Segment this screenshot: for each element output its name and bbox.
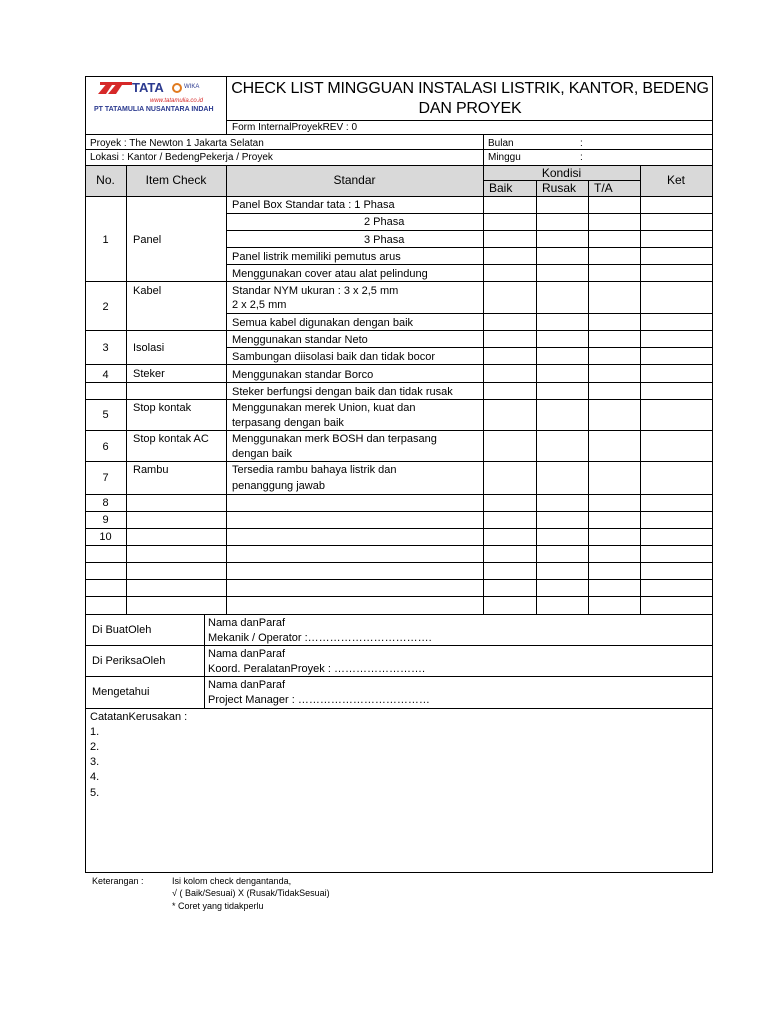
row-5-std-1: Menggunakan merek Union, kuat dan — [232, 402, 416, 414]
col-line-1 — [126, 165, 127, 614]
title-line-1: CHECK LIST MINGGUAN INSTALASI LISTRIK, KANTOR, BEDENG — [231, 80, 709, 97]
row-3-item: Isolasi — [133, 342, 165, 354]
col-baik: Baik — [489, 181, 513, 195]
keterangan-line-1: Isi kolom check dengantanda, — [172, 876, 292, 886]
row-2-std-1: Standar NYM ukuran : 3 x 2,5 mm — [232, 285, 399, 297]
row-2-std-2: 2 x 2,5 mm — [232, 299, 287, 311]
sig-line — [85, 676, 712, 677]
col-line-5 — [588, 180, 589, 614]
row-1-item: Panel — [133, 234, 162, 246]
row-line — [85, 511, 712, 512]
row-5-no: 5 — [102, 409, 109, 421]
dibuat-line-1: Nama danParaf — [208, 617, 286, 629]
row-2-item: Kabel — [133, 285, 162, 297]
row-5-std-2: terpasang dengan baik — [232, 417, 344, 429]
header-bottom — [85, 134, 712, 135]
row-5-item: Stop kontak — [133, 402, 192, 414]
row-7-std-1: Tersedia rambu bahaya listrik dan — [232, 464, 397, 476]
catatan-item-5: 5. — [90, 787, 100, 799]
company-name: PT TATAMULIA NUSANTARA INDAH — [94, 106, 214, 113]
row-4-no: 4 — [102, 369, 109, 381]
row-line — [85, 528, 712, 529]
row-4-item: Steker — [133, 368, 165, 380]
row-1-std-4: Panel listrik memiliki pemutus arus — [232, 251, 401, 263]
row-7-std-2: penanggung jawab — [232, 480, 325, 492]
row-6-no: 6 — [102, 441, 109, 453]
row-4-std-1: Menggunakan standar Borco — [232, 369, 374, 381]
col-ta: T/A — [594, 181, 613, 195]
row-1-std-3: 3 Phasa — [364, 234, 405, 246]
row-3-std-1: Menggunakan standar Neto — [232, 334, 368, 346]
partner-logo-text: WIKA — [184, 84, 200, 90]
row-1-std-5: Menggunakan cover atau alat pelindung — [232, 268, 428, 280]
title-line-2: DAN PROYEK — [418, 100, 522, 117]
logo — [92, 80, 224, 116]
row-2-std-3: Semua kabel digunakan dengan baik — [232, 317, 414, 329]
frame-right — [712, 76, 713, 873]
col-ket: Ket — [666, 173, 685, 187]
minggu-label: Minggu — [488, 152, 521, 163]
website-text: www.tatamulia.co.id — [150, 98, 204, 104]
row-line — [85, 545, 712, 546]
lokasi-field: Lokasi : Kantor / BedengPekerja / Proyek — [90, 152, 273, 163]
row-line — [85, 430, 712, 431]
row-9-no: 9 — [102, 514, 109, 526]
page-title — [228, 79, 712, 119]
col-line-2 — [226, 165, 227, 614]
row-10-no: 10 — [99, 531, 112, 543]
form-ref: Form InternalProyekREV : 0 — [232, 122, 358, 133]
col-no: No. — [96, 173, 115, 187]
dibuat-line-2: Mekanik / Operator :……………………………. — [208, 632, 432, 644]
row-line — [85, 364, 712, 365]
col-line-6 — [640, 165, 641, 614]
sig-line — [85, 645, 712, 646]
row-line — [85, 494, 712, 495]
kondisi-under — [483, 180, 640, 181]
table-top — [85, 165, 712, 166]
row-3-no: 3 — [102, 342, 109, 354]
row-1-std-2: 2 Phasa — [364, 216, 405, 228]
table-bottom — [85, 614, 712, 615]
row-3-std-2: Sambungan diisolasi baik dan tidak bocor — [232, 351, 436, 363]
sig-divider — [204, 614, 205, 708]
col-standar: Standar — [333, 173, 376, 187]
frame-top — [85, 76, 713, 77]
keterangan-line-2: √ ( Baik/Sesuai) X (Rusak/TidakSesuai) — [172, 888, 330, 898]
bulan-colon: : — [580, 138, 583, 149]
row-line — [226, 347, 712, 348]
row-6-std-2: dengan baik — [232, 448, 292, 460]
table-header-bottom — [85, 196, 712, 197]
row-line — [226, 264, 712, 265]
catatan-item-1: 1. — [90, 726, 100, 738]
frame-bottom — [85, 872, 713, 873]
tata-logo-icon — [98, 80, 134, 96]
row-line — [226, 313, 712, 314]
catatan-label: CatatanKerusakan : — [90, 711, 188, 723]
catatan-item-3: 3. — [90, 756, 100, 768]
mengetahui-label: Mengetahui — [92, 686, 150, 698]
mengetahui-line-1: Nama danParaf — [208, 679, 286, 691]
col-rusak: Rusak — [542, 181, 577, 195]
info-mid — [85, 149, 712, 150]
logo-divider — [226, 76, 227, 134]
row-line — [85, 562, 712, 563]
row-4-std-2: Steker berfungsi dengan baik dan tidak rusak — [232, 386, 453, 398]
row-line — [226, 213, 712, 214]
row-line — [226, 247, 712, 248]
diperiksa-label: Di PeriksaOleh — [92, 655, 166, 667]
catatan-item-4: 4. — [90, 771, 100, 783]
diperiksa-line-2: Koord. PeralatanProyek : ……………………. — [208, 663, 426, 675]
row-8-no: 8 — [102, 497, 109, 509]
row-6-std-1: Menggunakan merk BOSH dan terpasang — [232, 433, 437, 445]
info-divider — [483, 134, 484, 165]
mengetahui-line-2: Project Manager : ……………………………… — [208, 694, 430, 706]
col-line-4 — [536, 180, 537, 614]
bulan-label: Bulan — [488, 138, 514, 149]
row-line — [85, 382, 712, 383]
col-item: Item Check — [145, 173, 207, 187]
row-7-item: Rambu — [133, 464, 169, 476]
minggu-colon: : — [580, 152, 583, 163]
row-line — [85, 579, 712, 580]
row-line — [85, 330, 712, 331]
keterangan-label: Keterangan : — [92, 876, 144, 886]
row-line — [85, 596, 712, 597]
row-line — [85, 281, 712, 282]
row-1-std-1: Panel Box Standar tata : 1 Phasa — [232, 199, 395, 211]
col-line-3 — [483, 165, 484, 614]
row-line — [226, 230, 712, 231]
diperiksa-line-1: Nama danParaf — [208, 648, 286, 660]
row-line — [85, 399, 712, 400]
col-kondisi: Kondisi — [541, 166, 582, 180]
dibuat-label: Di BuatOleh — [92, 624, 152, 636]
wika-logo-icon — [172, 83, 182, 93]
sig-bottom — [85, 708, 712, 709]
row-1-no: 1 — [102, 234, 109, 246]
keterangan-line-3: * Coret yang tidakperlu — [172, 901, 264, 911]
proyek-field: Proyek : The Newton 1 Jakarta Selatan — [90, 138, 264, 149]
row-2-no: 2 — [102, 301, 109, 313]
row-6-item: Stop kontak AC — [133, 433, 209, 445]
title-bottom — [226, 120, 712, 121]
logo-text: TATA — [132, 80, 164, 95]
catatan-item-2: 2. — [90, 741, 100, 753]
row-line — [85, 461, 712, 462]
row-7-no: 7 — [102, 472, 109, 484]
